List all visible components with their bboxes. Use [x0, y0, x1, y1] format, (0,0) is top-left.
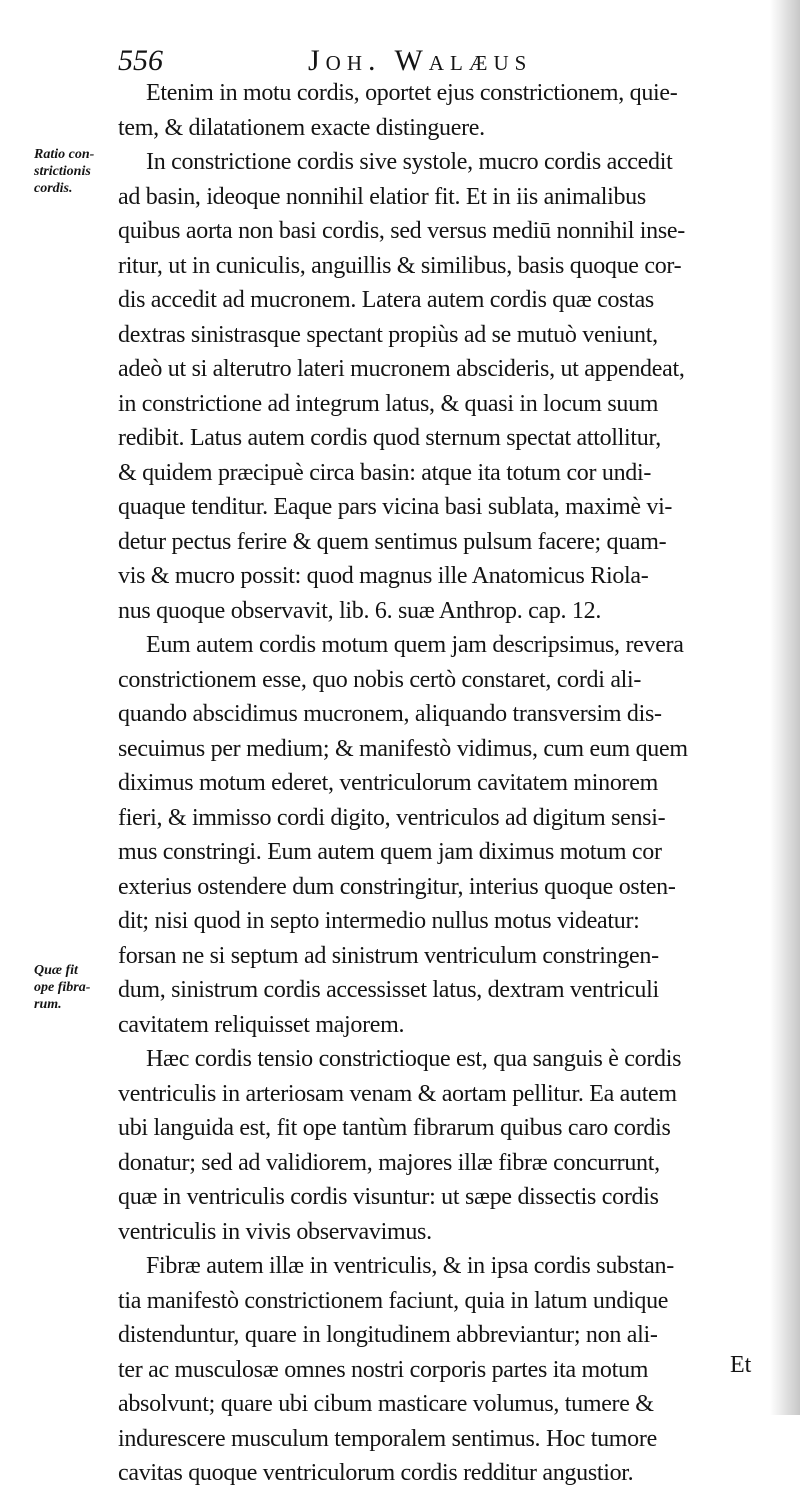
- text-line: in constrictione ad integrum latus, & quasi in locum suum: [118, 390, 659, 417]
- text-line: absolvunt; quare ubi cibum masticare volumus, tumere &: [118, 1391, 654, 1417]
- text-line: fieri, & immisso cordi digito, ventriculos ad digitum sensi-: [118, 804, 666, 831]
- text-line: ter ac musculosæ omnes nostri corporis partes ita motum: [118, 1356, 649, 1383]
- margin-note-line: rum.: [34, 997, 62, 1012]
- text-line: quaque tenditur. Eaque pars vicina basi sublata, maximè vi-: [118, 494, 673, 520]
- margin-note: [34, 146, 120, 197]
- text-line: & quidem præcipuè circa basin: atque ita totum cor undi-: [118, 459, 652, 486]
- body-text: [118, 76, 768, 1491]
- text-line: ubi languida est, fit ope tantùm fibrarum quibus caro cordis: [118, 1115, 671, 1141]
- text-line: quibus aorta non basi cordis, sed versus mediū nonnihil inse-: [118, 218, 685, 244]
- text-line: dum, sinistrum cordis accessisset latus, dextram ventriculi: [118, 977, 659, 1003]
- text-line: indurescere musculum temporalem sentimus. Hoc tumore: [118, 1425, 657, 1452]
- text-line: donatur; sed ad validiorem, majores illæ fibræ concurrunt,: [118, 1149, 660, 1176]
- text-line: redibit. Latus autem cordis quod sternum spectat attollitur,: [118, 425, 661, 451]
- catchword: Et: [730, 1352, 752, 1378]
- text-line: adeò ut si alterutro lateri mucronem abscideris, ut appendeat,: [118, 356, 685, 382]
- text-line: quando abscidimus mucronem, aliquando transversim dis-: [118, 701, 662, 727]
- text-line: Etenim in motu cordis, oportet ejus constrictionem, quie-: [146, 80, 678, 106]
- text-line: tem, & dilatationem exacte distinguere.: [118, 114, 485, 141]
- text-line: mus constringi. Eum autem quem jam diximus motum cor: [118, 839, 662, 865]
- margin-note-line: cordis.: [34, 181, 73, 196]
- text-line: tia manifestò constrictionem faciunt, quia in latum undique: [118, 1287, 669, 1314]
- running-title: Joh. Walæus: [308, 44, 533, 77]
- gutter-shadow: [770, 0, 800, 1415]
- text-line: forsan ne si septum ad sinistrum ventriculum constringen-: [118, 942, 659, 969]
- text-line: secuimus per medium; & manifestò vidimus, cum eum quem: [118, 735, 688, 762]
- text-line: dis accedit ad mucronem. Latera autem cordis quæ costas: [118, 287, 654, 313]
- text-line: ad basin, ideoque nonnihil elatior fit. Et in iis animalibus: [118, 183, 646, 210]
- text-line: detur pectus ferire & quem sentimus pulsum facere; quam-: [118, 528, 667, 555]
- text-line: nus quoque observavit, lib. 6. suæ Anthrop. cap. 12.: [118, 597, 602, 624]
- text-line: exterius ostendere dum constringitur, interius quoque osten-: [118, 873, 676, 900]
- text-line: constrictionem esse, quo nobis certò constaret, cordi ali-: [118, 666, 642, 693]
- margin-note: [34, 962, 120, 1013]
- text-line: Hæc cordis tensio constrictioque est, qua sanguis è cordis: [146, 1046, 682, 1072]
- text-line: dextras sinistrasque spectant propiùs ad se mutuò veniunt,: [118, 321, 658, 348]
- text-line: ventriculis in vivis observavimus.: [118, 1218, 432, 1245]
- margin-note-line: Quæ fit: [34, 963, 78, 978]
- page-number: 556: [118, 44, 163, 77]
- text-line: diximus motum ederet, ventriculorum cavitatem minorem: [118, 770, 658, 796]
- margin-note-line: Ratio con-: [34, 147, 95, 162]
- text-line: cavitas quoque ventriculorum cordis redditur angustior.: [118, 1460, 634, 1486]
- margin-note-line: ope fibra-: [34, 980, 91, 995]
- text-line: In constrictione cordis sive systole, mucro cordis accedit: [146, 149, 673, 175]
- text-line: distenduntur, quare in longitudinem abbreviantur; non ali-: [118, 1322, 658, 1348]
- text-line: cavitatem reliquisset majorem.: [118, 1011, 405, 1038]
- text-line: Eum autem cordis motum quem jam descripsimus, revera: [146, 632, 684, 658]
- text-line: ritur, ut in cuniculis, anguillis & similibus, basis quoque cor-: [118, 252, 682, 279]
- text-line: ventriculis in arteriosam venam & aortam pellitur. Ea autem: [118, 1080, 677, 1107]
- margin-note-line: strictionis: [34, 164, 91, 179]
- text-line: dit; nisi quod in septo intermedio nullus motus videatur:: [118, 908, 640, 934]
- text-line: vis & mucro possit: quod magnus ille Anatomicus Riola-: [118, 563, 649, 589]
- text-line: Fibræ autem illæ in ventriculis, & in ipsa cordis substan-: [146, 1253, 674, 1279]
- text-line: quæ in ventriculis cordis visuntur: ut sæpe dissectis cordis: [118, 1184, 659, 1210]
